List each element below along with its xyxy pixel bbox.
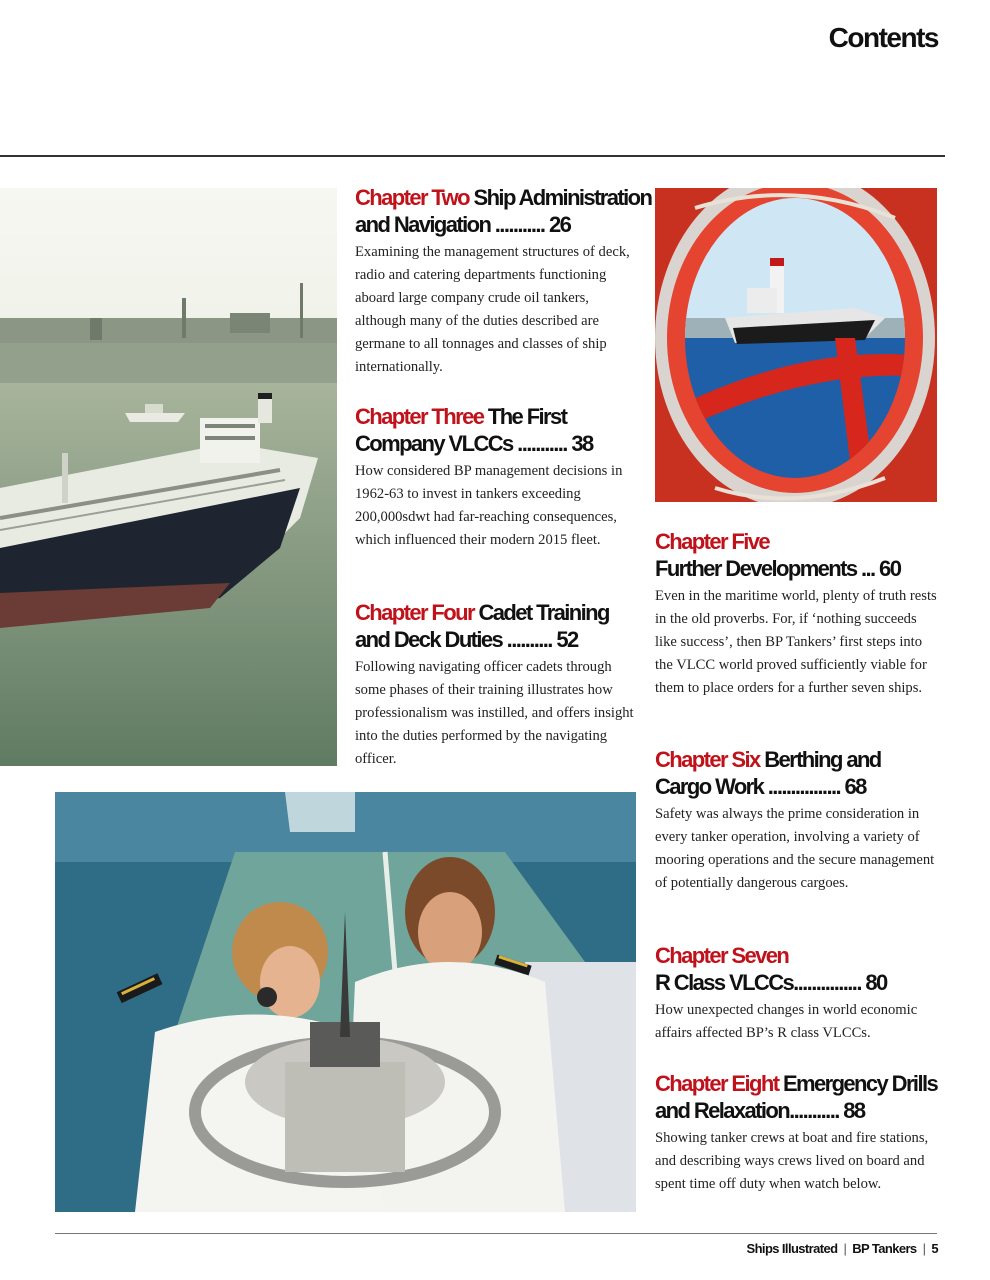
page-number: 5 (931, 1241, 938, 1256)
chapter-number: Chapter Eight (655, 1071, 779, 1096)
chapter-number: Chapter Four (355, 600, 474, 625)
chapter-title-line1: Emergency Drills (782, 1071, 938, 1096)
footer-rule (55, 1233, 937, 1234)
chapter-title-line2: R Class VLCCs............... 80 (655, 970, 887, 995)
toc-entry-chapter-two[interactable] (355, 184, 652, 379)
toc-entry-chapter-three[interactable] (355, 403, 640, 552)
chapter-number: Chapter Two (355, 185, 469, 210)
toc-entry-heading (655, 942, 940, 996)
header-rule (0, 155, 945, 157)
page-footer (747, 1241, 938, 1256)
chapter-number: Chapter Three (355, 404, 484, 429)
toc-entry-chapter-four[interactable] (355, 599, 640, 771)
toc-entry-chapter-five[interactable] (655, 528, 940, 700)
toc-entry-heading (655, 528, 940, 582)
toc-entry-heading (355, 403, 640, 457)
chapter-title-line1: Ship Administration (473, 185, 652, 210)
chapter-number: Chapter Five (655, 529, 770, 554)
tanker-channel-photo (0, 188, 337, 766)
chapter-description: Even in the maritime world, plenty of truth rests in the old proverbs. For, if ‘nothing succeeds like success’, then BP Tankers’ first steps into the VLCC world proved sufficiently viable for them to place orders for a further seven ships. (655, 588, 937, 696)
chapter-description: Examining the management structures of deck, radio and catering departments functioning aboard large company crude oil tankers, although many of the duties described are germane to all tonnages and classes of ship internationally. (355, 244, 630, 375)
chapter-number: Chapter Seven (655, 943, 789, 968)
toc-entry-chapter-seven[interactable] (655, 942, 940, 1045)
chapter-title-line2: and Relaxation........... 88 (655, 1098, 865, 1123)
footer-publication: Ships Illustrated (746, 1241, 838, 1256)
chapter-title-line2: and Deck Duties .......... 52 (355, 627, 578, 652)
lifering-tanker-photo (655, 188, 937, 502)
chapter-title-line2: and Navigation ........... 26 (355, 212, 571, 237)
toc-entry-heading (655, 1070, 940, 1124)
chapter-description: How unexpected changes in world economic affairs affected BP’s R class VLCCs. (655, 1002, 918, 1041)
toc-entry-chapter-eight[interactable] (655, 1070, 940, 1196)
chapter-description: Showing tanker crews at boat and fire stations, and describing ways crews lived on board and spent time off duty when watch below. (655, 1130, 929, 1192)
footer-separator: | (922, 1241, 926, 1256)
cadets-compass-photo (55, 792, 636, 1212)
toc-entry-chapter-six[interactable] (655, 746, 940, 895)
footer-separator: | (843, 1241, 847, 1256)
chapter-description: Safety was always the prime consideration in every tanker operation, involving a variety of mooring operations and the secure management of potentially dangerous cargoes. (655, 806, 935, 891)
chapter-title-line1: Cadet Training (478, 600, 609, 625)
chapter-title-line1: Berthing and (764, 747, 881, 772)
chapter-description: Following navigating officer cadets through some phases of their training illustrates how professionalism was instilled, and offers insight into the duties performed by the navigating officer. (355, 659, 634, 767)
toc-entry-heading (655, 746, 940, 800)
chapter-title-line2: Further Developments ... 60 (655, 556, 901, 581)
toc-entry-heading (355, 184, 652, 238)
chapter-description: How considered BP management decisions in 1962-63 to invest in tankers exceeding 200,000sdwt had far-reaching consequences, which influenced their modern 2015 fleet. (355, 463, 623, 548)
toc-entry-heading (355, 599, 640, 653)
footer-title: BP Tankers (852, 1241, 917, 1256)
page-title: Contents (828, 22, 938, 53)
chapter-title-line1: The First (487, 404, 567, 429)
chapter-title-line2: Cargo Work ................ 68 (655, 774, 866, 799)
chapter-number: Chapter Six (655, 747, 760, 772)
chapter-title-line2: Company VLCCs ........... 38 (355, 431, 593, 456)
